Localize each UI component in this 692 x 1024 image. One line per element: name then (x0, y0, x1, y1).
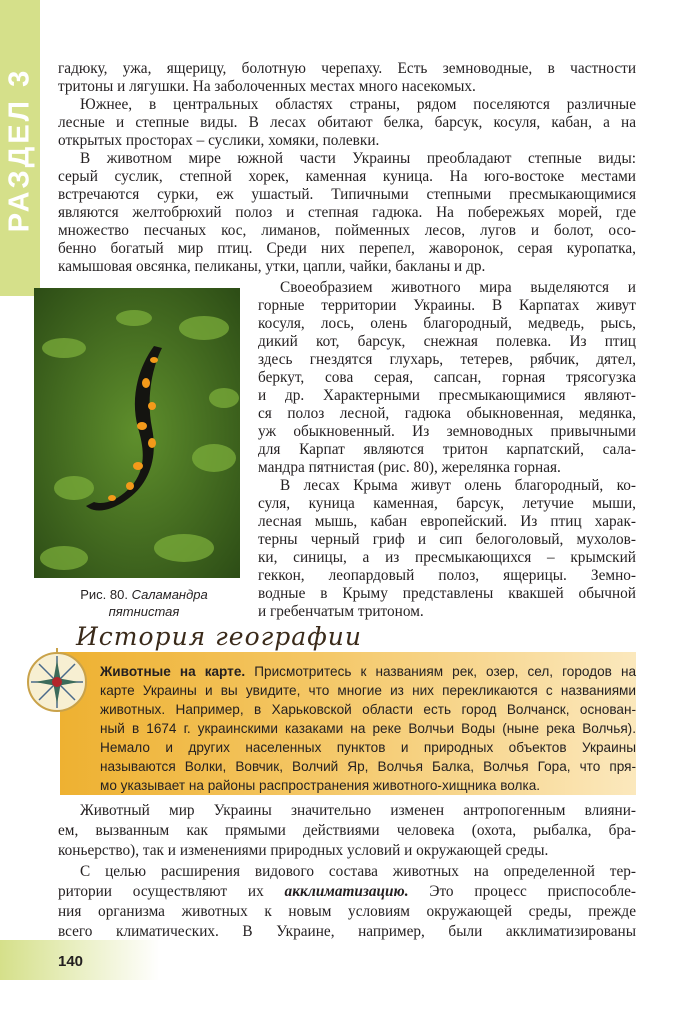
text-line: являются желтобрюхий полоз и степная гадюка. На побережьях морей, где (58, 204, 636, 221)
history-text (100, 662, 636, 795)
text-line: уж обыкновенный. Из земноводных привычными (258, 423, 636, 440)
history-line-text: Присмотритесь к названиям рек, озер, сел, городов на (254, 664, 637, 679)
text-line: и др. Характерными пресмыкающимися являют- (258, 387, 636, 404)
text-line: горные территории Украины. В Карпатах живут (258, 297, 636, 314)
history-heading: История географии (76, 622, 362, 651)
history-line: называются Волки, Вовчик, Волчий Яр, Волчья Балка, Волчья Гора, что пря- (100, 759, 636, 774)
figure-title-line2: пятнистая (108, 604, 180, 619)
text-line: мандра пятнистая (рис. 80), жерелянка горная. (258, 459, 561, 476)
text-line: встречаются сурки, еж ушастый. Типичными степными пресмыкающимися (58, 186, 636, 203)
text-line: терны черный гриф и сип белоголовый, мухолов- (258, 531, 636, 548)
section-label: РАЗДЕЛ 3 (3, 67, 36, 233)
bottom-text (58, 801, 636, 942)
history-line: животных. Например, в Харьковской области есть город Волчанск, основан- (100, 702, 636, 717)
text-line: и гребенчатым тритоном. (258, 603, 424, 620)
text-line: водные в Крыму представлены квакшей обычной (258, 585, 636, 602)
text-line: коньерство), так и изменениями природных условий и окружающей среды. (58, 842, 549, 860)
salamander-photo (34, 288, 240, 578)
text-line: ния организма животных к новым условиям окружающей среды, прежде (58, 903, 636, 921)
text-line: камышовая овсянка, пеликаны, утки, цапли, чайки, бакланы и др. (58, 258, 486, 275)
figure-caption (34, 586, 254, 620)
history-line: ный в 1674 г. украинскими казаками на реке Волчьи Воды (ныне река Волчья). (100, 721, 636, 736)
text-line: здесь гнездятся глухарь, тетерев, рябчик, дятел, (258, 351, 636, 368)
figure-label: Рис. 80. (80, 587, 128, 602)
text-line: С целью расширения видового состава животных на определенной тер- (80, 862, 636, 880)
top-text (58, 60, 636, 276)
text-line: ся полоз лесной, гадюка обыкновенная, медянка, (258, 405, 636, 422)
text-line: В животном мире южной части Украины преобладают степные виды: (80, 150, 636, 167)
term-acclimatization: акклиматизацию. (284, 882, 409, 900)
history-line: Немало и других населенных пунктов и природных объектов Украины (100, 740, 636, 755)
history-line (100, 662, 636, 681)
text-line: Своеобразием животного мира выделяются и (280, 279, 636, 296)
history-line: карте Украины и вы увидите, что многие из них перекликаются с названиями (100, 683, 636, 698)
compass-rose-icon (26, 648, 88, 712)
text-line: дикий кот, барсук, снежная полевка. Из птиц (258, 333, 636, 350)
page-number: 140 (58, 953, 84, 970)
text-line: ки, синицы, а из пресмыкающихся – крымский (258, 549, 636, 566)
text-segment: ритории осуществляют их (58, 882, 285, 900)
text-line: лесные и степные виды. В лесах обитают белка, барсук, косуля, кабан, а на (58, 114, 636, 131)
text-line: ем, вызванным как прямыми действиями человека (охота, рыбалка, бра- (58, 822, 636, 840)
text-segment: Это процесс приспособле- (408, 882, 636, 900)
text-line: для Карпат являются тритон карпатский, сала- (258, 441, 636, 458)
text-line: лесная мышь, кабан европейский. Из птиц харак- (258, 513, 636, 530)
text-line: серый суслик, степной хорек, каменная куница. На юго-востоке местами (58, 168, 636, 185)
section-tab (0, 0, 40, 296)
text-line: гадюку, ужа, ящерицу, болотную черепаху. Есть земноводные, в частности (58, 60, 636, 77)
history-lead: Животные на карте. (100, 664, 246, 679)
text-line: тритоны и лягушки. На заболоченных местах много насекомых. (58, 78, 476, 95)
text-line: В лесах Крыма живут олень благородный, ко- (280, 477, 636, 494)
text-line: открытых просторах – суслики, хомяки, полевки. (58, 132, 380, 149)
figure-title-line1: Саламандра (131, 587, 208, 602)
text-line: Южнее, в центральных областях страны, рядом поселяются различные (80, 96, 636, 113)
text-line: всего климатических. В Украине, например, были акклиматизированы (58, 923, 636, 941)
text-line: беркут, сова серая, сапсан, горная трясогузка (258, 369, 636, 386)
text-line: Животный мир Украины значительно изменен антропогенным влияни- (80, 802, 636, 819)
right-column-text (258, 279, 636, 621)
text-line: косуля, лось, олень благородный, медведь, рысь, (258, 315, 636, 332)
text-line: множество песчаных кос, лиманов, пойменных лесов, лугов и болот, осо- (58, 222, 636, 239)
text-line: геккон, леопардовый полоз, ящерицы. Земно- (258, 567, 636, 584)
text-line: суля, куница каменная, барсук, летучие мыши, (258, 495, 636, 512)
history-line: мо указывает на районы распространения животного-хищника волка. (100, 778, 541, 793)
text-line: бенно богатый мир птиц. Среди них перепел, жаворонок, серая куропатка, (58, 240, 636, 257)
text-line (58, 882, 636, 902)
